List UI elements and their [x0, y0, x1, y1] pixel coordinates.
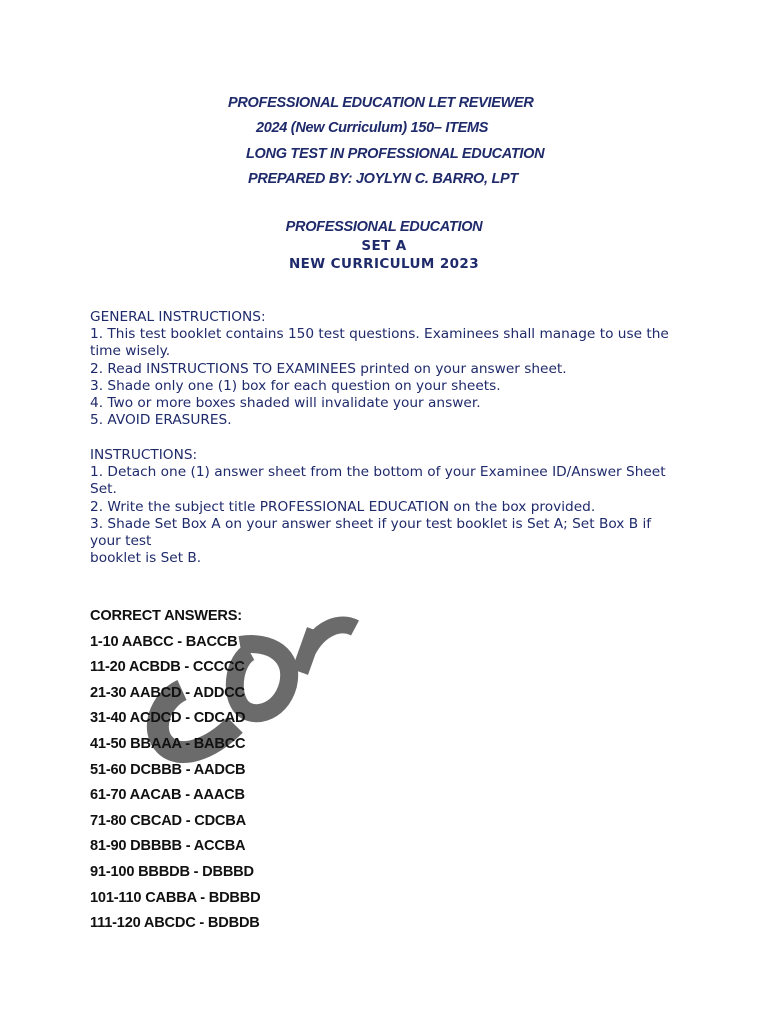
answer-row: 81-90 DBBBB - ACCBA — [90, 838, 246, 855]
answer-row: 11-20 ACBDB - CCCCC — [90, 659, 245, 676]
general-instructions — [90, 309, 680, 429]
instruction-item: booklet is Set B. — [90, 550, 202, 567]
instructions — [90, 447, 680, 567]
answer-row: 111-120 ABCDC - BDBDB — [90, 915, 260, 932]
instructions-heading: INSTRUCTIONS: — [90, 447, 198, 463]
answer-row: 101-110 CABBA - BDBBD — [90, 889, 261, 906]
instruction-item: 1. Detach one (1) answer sheet from the bottom of your Examinee ID/Answer Sheet Set. — [90, 464, 666, 498]
header-author: PREPARED BY: JOYLYN C. BARRO, LPT — [248, 171, 518, 187]
answer-row: 71-80 CBCAD - CDCBA — [90, 812, 246, 829]
header-test-name: LONG TEST IN PROFESSIONAL EDUCATION — [246, 146, 545, 162]
set-label: SET A — [361, 238, 407, 254]
answer-key-heading: CORRECT ANSWERS: — [90, 608, 242, 624]
set-heading — [0, 218, 768, 273]
answer-key — [90, 604, 260, 937]
subject-title: PROFESSIONAL EDUCATION — [285, 219, 483, 235]
answer-row: 41-50 BBAAA - BABCC — [90, 735, 246, 752]
answer-row: 21-30 AABCD - ADDCC — [90, 684, 245, 701]
general-instruction-item: 2. Read INSTRUCTIONS TO EXAMINEES printed on your answer sheet. — [90, 360, 567, 377]
answer-row: 51-60 DCBBB - AADCB — [90, 761, 246, 778]
watermark-stroke — [300, 625, 355, 672]
instruction-item: 3. Shade Set Box A on your answer sheet if your test booklet is Set A; Set Box B if your test — [90, 515, 652, 550]
answer-row: 61-70 AACAB - AAACB — [90, 787, 245, 804]
answer-row: 31-40 ACDCD - CDCAD — [90, 710, 246, 727]
general-instruction-item: 5. AVOID ERASURES. — [90, 412, 232, 429]
instruction-item: 2. Write the subject title PROFESSIONAL EDUCATION on the box provided. — [90, 498, 596, 515]
general-instruction-item: 4. Two or more boxes shaded will invalidate your answer. — [90, 395, 481, 412]
general-instruction-item: 3. Shade only one (1) box for each question on your sheets. — [90, 377, 501, 394]
curriculum-label: NEW CURRICULUM 2023 — [288, 256, 480, 272]
header-title: PROFESSIONAL EDUCATION LET REVIEWER — [228, 95, 534, 111]
header-subtitle: 2024 (New Curriculum) 150– ITEMS — [256, 120, 489, 136]
general-instructions-heading: GENERAL INSTRUCTIONS: — [90, 309, 266, 325]
answer-row: 91-100 BBBDB - DBBBD — [90, 863, 254, 880]
general-instruction-item: 1. This test booklet contains 150 test questions. Examinees shall manage to use the time wisely. — [90, 326, 669, 360]
answer-row: 1-10 AABCC - BACCB — [90, 633, 238, 650]
